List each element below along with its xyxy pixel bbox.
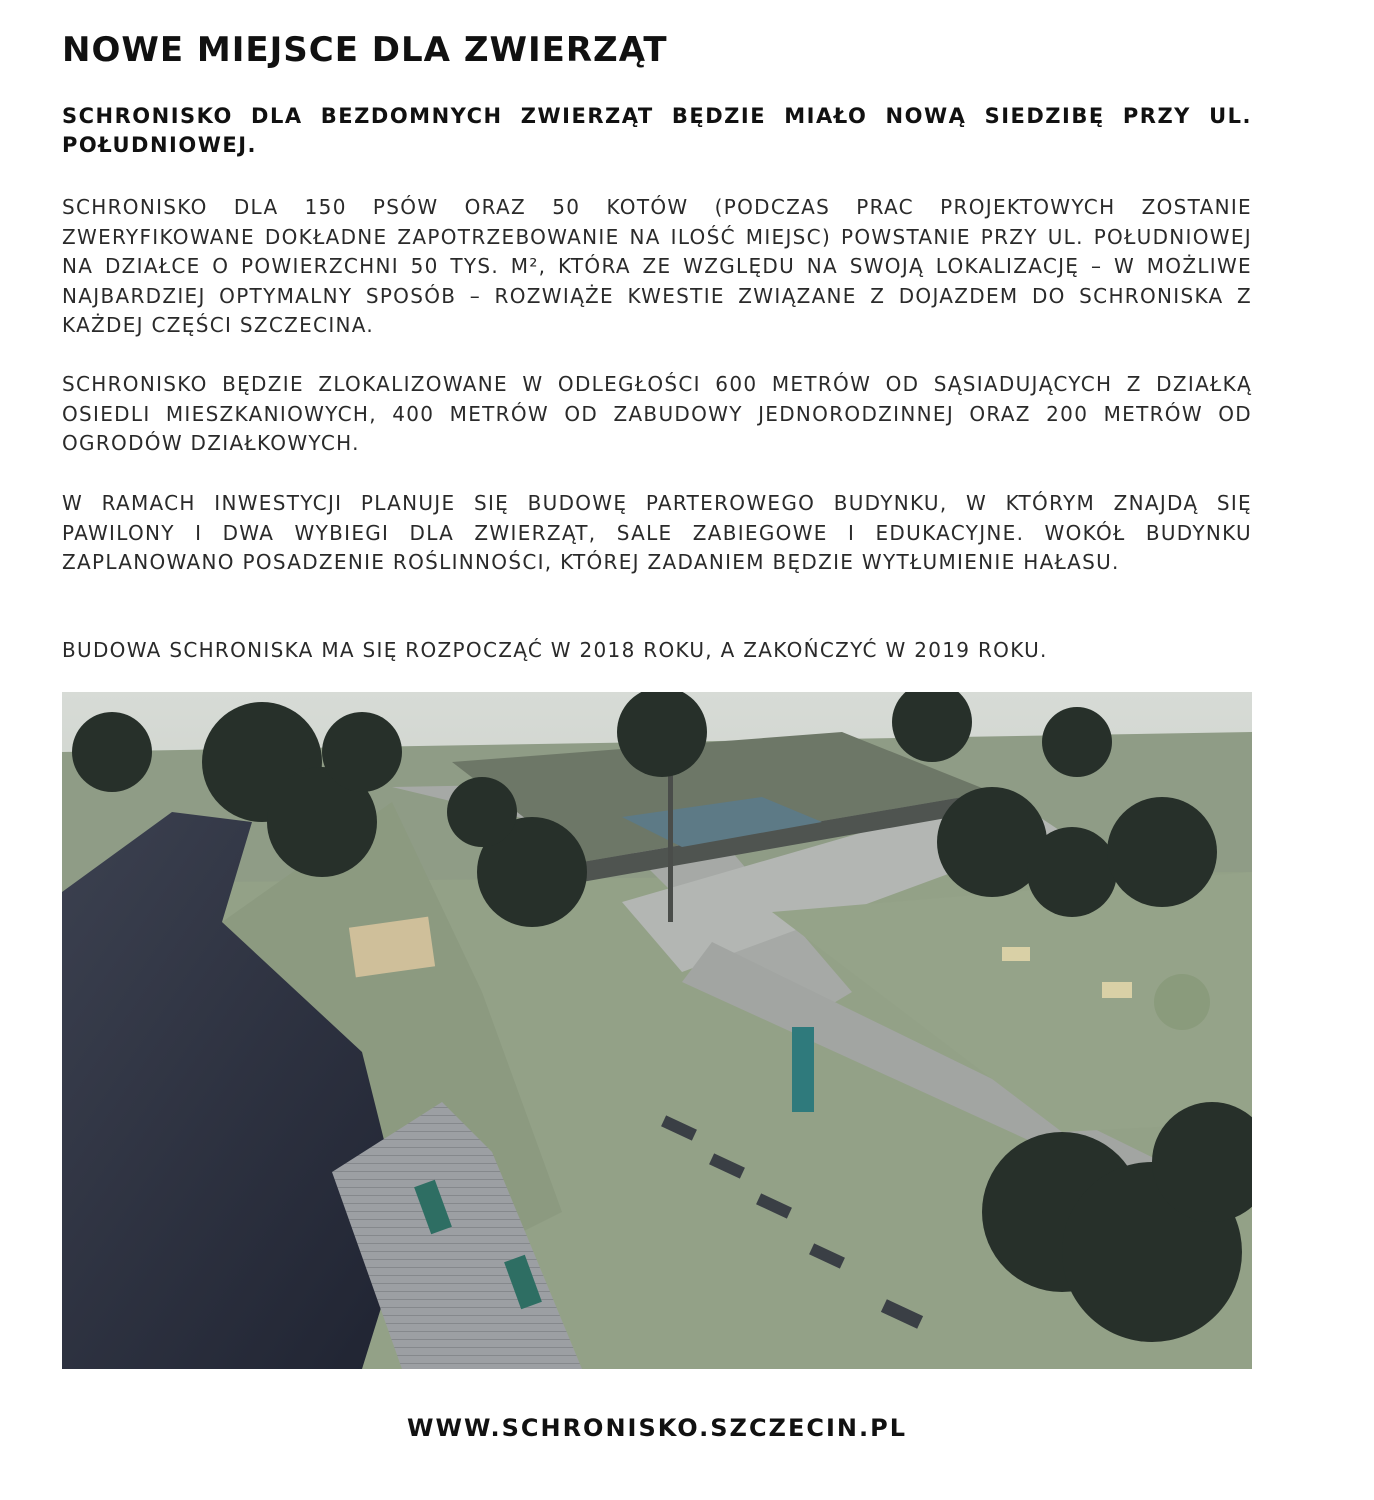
paragraph-1: SCHRONISKO DLA 150 PSÓW ORAZ 50 KOTÓW (PODCZAS PRAC PROJEKTOWYCH ZOSTANIE ZWERYFIKOWANE DOKŁADNE ZAPOTRZEBOWANIE NA ILOŚĆ MIEJSC) POWSTANIE PRZY UL. POŁUDNIOWEJ NA DZIAŁCE O POWIERZCHNI 50 TYS. M², KTÓRA ZE WZGLĘDU NA SWOJĄ LOKALIZACJĘ – W MOŻLIWE NAJBARDZIEJ OPTYMALNY SPOSÓB – ROZWIĄŻE KWESTIE ZWIĄZANE Z DOJAZDEM DO SCHRONISKA Z KAŻDEJ CZĘŚCI SZCZECINA.: [62, 195, 1252, 337]
article-title: NOWE MIEJSCE DLA ZWIERZĄT: [62, 30, 668, 70]
footer-website-url: WWW.SCHRONISKO.SZCZECIN.PL: [407, 1414, 907, 1442]
paragraph-4: BUDOWA SCHRONISKA MA SIĘ ROZPOCZĄĆ W 2018 ROKU, A ZAKOŃCZYĆ W 2019 ROKU.: [62, 638, 1048, 662]
paragraph-3: W RAMACH INWESTYCJI PLANUJE SIĘ BUDOWĘ PARTEROWEGO BUDYNKU, W KTÓRYM ZNAJDĄ SIĘ PAWILONY I DWA WYBIEGI DLA ZWIERZĄT, SALE ZABIEGOWE I EDUKACYJNE. WOKÓŁ BUDYNKU ZAPLANOWANO POSADZENIE ROŚLINNOŚCI, KTÓREJ ZADANIEM BĘDZIE WYTŁUMIENIE HAŁASU.: [62, 491, 1252, 574]
shelter-visualization-image: [62, 692, 1252, 1369]
article-lead: SCHRONISKO DLA BEZDOMNYCH ZWIERZĄT BĘDZIE MIAŁO NOWĄ SIEDZIBĘ PRZY UL. POŁUDNIOWEJ.: [62, 104, 1252, 157]
paragraph-2: SCHRONISKO BĘDZIE ZLOKALIZOWANE W ODLEGŁOŚCI 600 METRÓW OD SĄSIADUJĄCYCH Z DZIAŁKĄ OSIEDLI MIESZKANIOWYCH, 400 METRÓW OD ZABUDOWY JEDNORODZINNEJ ORAZ 200 METRÓW OD OGRODÓW DZIAŁKOWYCH.: [62, 372, 1252, 455]
aerial-render: [62, 692, 1252, 1369]
